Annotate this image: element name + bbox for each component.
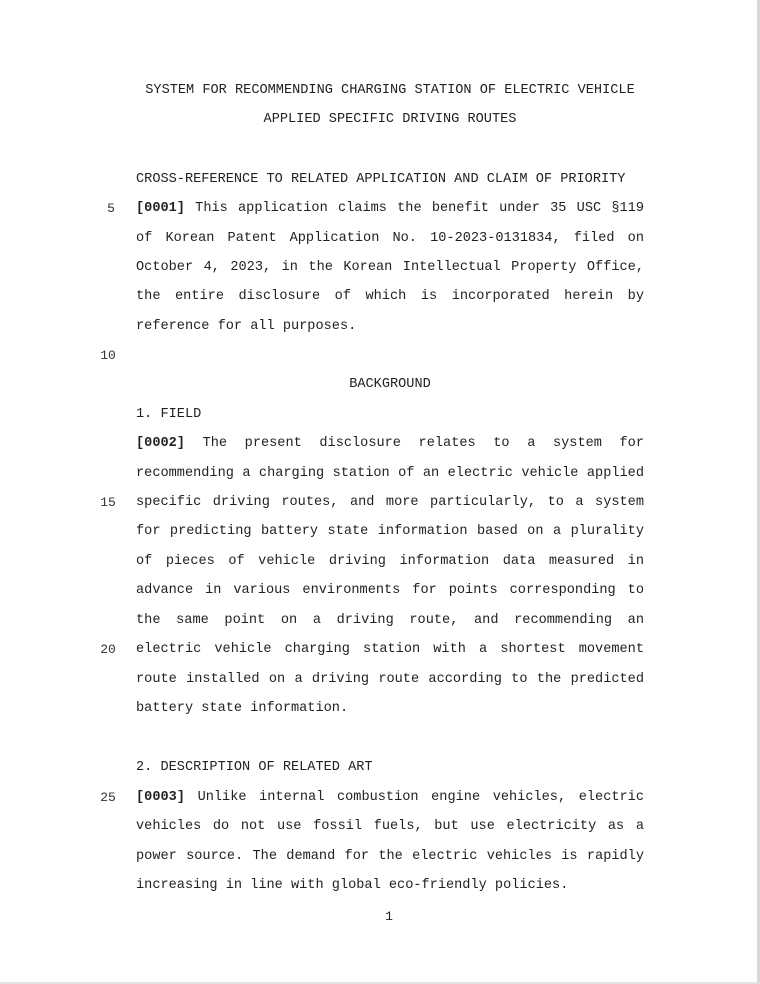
paragraph-tag-0003: [0003] [136, 790, 185, 805]
paragraph-0003-line-1: [0003] Unlike internal combustion engine vehicles, electric [136, 790, 644, 805]
paragraph-0001-line-2: of Korean Patent Application No. 10-2023-0131834, filed on [136, 231, 644, 246]
paragraph-0001-line-5: reference for all purposes. [136, 319, 357, 334]
paragraph-0002-line-6: advance in various environments for points corresponding to [136, 583, 644, 598]
related-art-heading: 2. DESCRIPTION OF RELATED ART [136, 760, 373, 775]
paragraph-0002-line-3: specific driving routes, and more particularly, to a system [136, 495, 644, 510]
paragraph-0001-line-4: the entire disclosure of which is incorporated herein by [136, 289, 644, 304]
paragraph-0002-line-8: electric vehicle charging station with a shortest movement [136, 642, 644, 657]
line-number-15: 15 [100, 495, 116, 510]
paragraph-0002-line-7: the same point on a driving route, and recommending an [136, 613, 644, 628]
paragraph-0003-line-3: power source. The demand for the electric vehicles is rapidly [136, 849, 644, 864]
paragraph-tag-0001: [0001] [136, 201, 185, 216]
background-heading: BACKGROUND [349, 377, 431, 392]
cross-reference-heading: CROSS-REFERENCE TO RELATED APPLICATION AND CLAIM OF PRIORITY [136, 172, 626, 187]
paragraph-0002-line-4: for predicting battery state information based on a plurality [136, 524, 644, 539]
paragraph-0002-line-1: [0002] The present disclosure relates to a system for [136, 436, 644, 451]
paragraph-0003-line-2: vehicles do not use fossil fuels, but use electricity as a [136, 819, 644, 834]
title-line-2: APPLIED SPECIFIC DRIVING ROUTES [263, 112, 517, 127]
line-number-5: 5 [107, 201, 115, 216]
field-heading: 1. FIELD [136, 407, 202, 422]
line-number-10: 10 [100, 348, 116, 363]
paragraph-0003-line-4: increasing in line with global eco-friendly policies. [136, 878, 569, 893]
paragraph-tag-0002: [0002] [136, 436, 185, 451]
paragraph-0001-line-1: [0001] This application claims the benefit under 35 USC §119 [136, 201, 644, 216]
page-number: 1 [385, 909, 393, 924]
paragraph-0001-line-3: October 4, 2023, in the Korean Intellectual Property Office, [136, 260, 644, 275]
line-number-25: 25 [100, 790, 116, 805]
paragraph-0002-line-9: route installed on a driving route according to the predicted [136, 672, 644, 687]
paragraph-0002-line-10: battery state information. [136, 701, 349, 716]
paragraph-0002-line-2: recommending a charging station of an electric vehicle applied [136, 466, 644, 481]
title-line-1: SYSTEM FOR RECOMMENDING CHARGING STATION OF ELECTRIC VEHICLE [145, 83, 635, 98]
paragraph-0002-line-5: of pieces of vehicle driving information data measured in [136, 554, 644, 569]
line-number-20: 20 [100, 642, 116, 657]
